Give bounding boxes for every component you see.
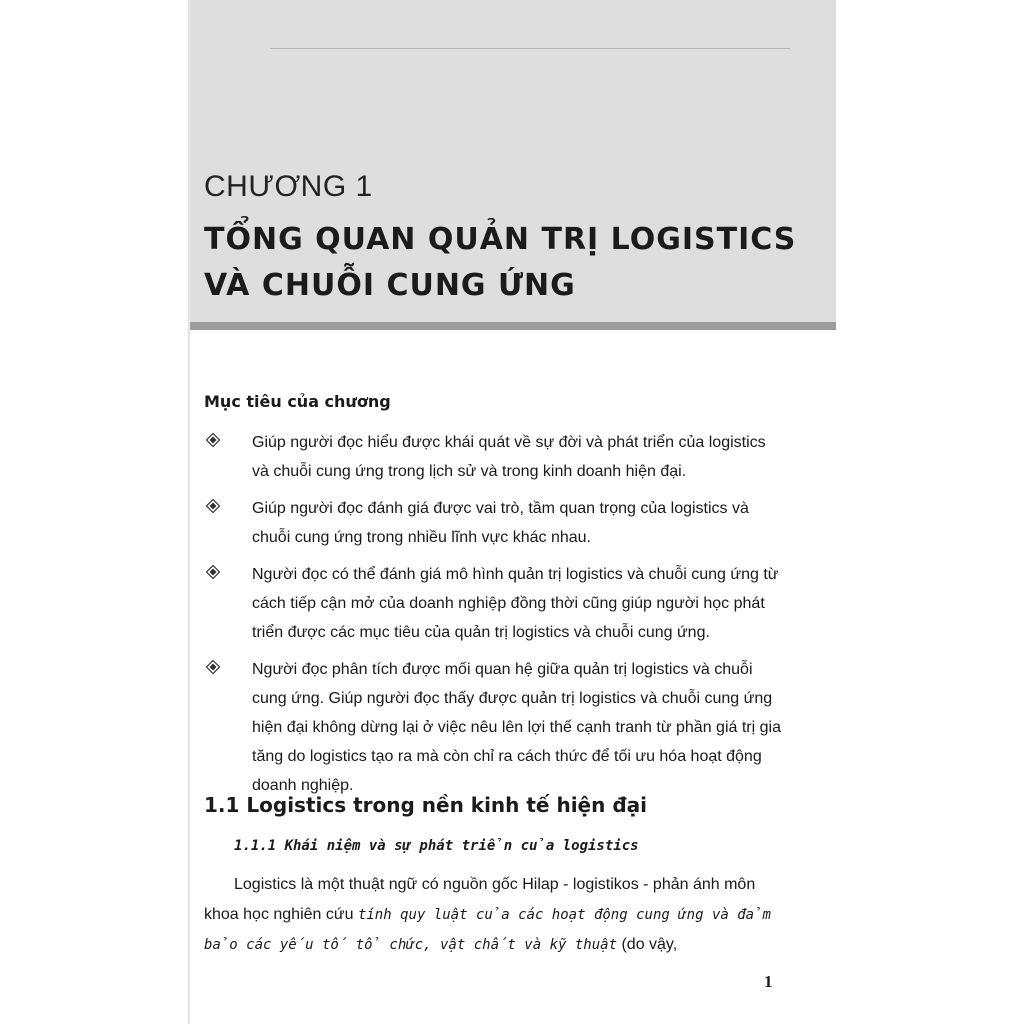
paragraph-italic-text: tính quy luật của các hoạt động cung ứng và đảm bảo các yếu tố tổ chức, vật chất và kỹ thuật: [204, 907, 771, 953]
chapter-title-line-2: VÀ CHUỖI CUNG ỨNG: [204, 268, 576, 303]
header-divider-rule: [190, 322, 836, 330]
page-number: 1: [764, 972, 773, 991]
page-right-margin: [836, 0, 1024, 1024]
objectives-list: [204, 428, 784, 808]
diamond-bullet-icon: [206, 433, 220, 447]
objective-item: [204, 428, 784, 486]
paragraph-text-end: (do vậy,: [617, 936, 678, 953]
objective-text: Giúp người đọc đánh giá được vai trò, tầm quan trọng của logistics và chuỗi cung ứng trong nhiều lĩnh vực khác nhau.: [252, 500, 749, 546]
body-paragraph: [204, 870, 782, 960]
page-left-margin: [0, 0, 190, 1024]
bleed-through-rule: [270, 48, 790, 49]
diamond-bullet-icon: [206, 499, 220, 513]
chapter-title-line-1: TỔNG QUAN QUẢN TRỊ LOGISTICS: [204, 222, 797, 257]
objective-item: [204, 494, 784, 552]
diamond-bullet-icon: [206, 565, 220, 579]
objective-item: [204, 560, 784, 647]
section-heading: 1.1 Logistics trong nền kinh tế hiện đại: [204, 793, 647, 817]
objectives-heading: Mục tiêu của chương: [204, 392, 391, 411]
chapter-label: CHƯƠNG 1: [204, 170, 373, 203]
objective-text: Người đọc có thể đánh giá mô hình quản trị logistics và chuỗi cung ứng từ cách tiếp cận mở của doanh nghiệp đồng thời cũng giúp người học phát triển được các mục tiêu của quản trị logistics và chuỗi cung ứng.: [252, 566, 779, 641]
paragraph-text-start: Logistics là một thuật ngữ có nguồn gốc Hilap - logistikos - phản ánh môn khoa học nghiên cứu: [204, 876, 756, 923]
objective-text: Giúp người đọc hiểu được khái quát về sự đời và phát triển của logistics và chuỗi cung ứng trong lịch sử và trong kinh doanh hiện đại.: [252, 434, 766, 480]
objective-text: Người đọc phân tích được mối quan hệ giữa quản trị logistics và chuỗi cung ứng. Giúp người đọc thấy được quản trị logistics và chuỗi cung ứng hiện đại không dừng lại ở việc nêu lên lợi thế cạnh tranh từ phần giá trị gia tăng do logistics tạo ra mà còn chỉ ra cách thức để tối ưu hóa hoạt động doanh nghiệp.: [252, 661, 781, 794]
subsection-heading: 1.1.1 Khái niệm và sự phát triển của logistics: [234, 838, 639, 854]
objective-item: [204, 655, 784, 800]
diamond-bullet-icon: [206, 660, 220, 674]
